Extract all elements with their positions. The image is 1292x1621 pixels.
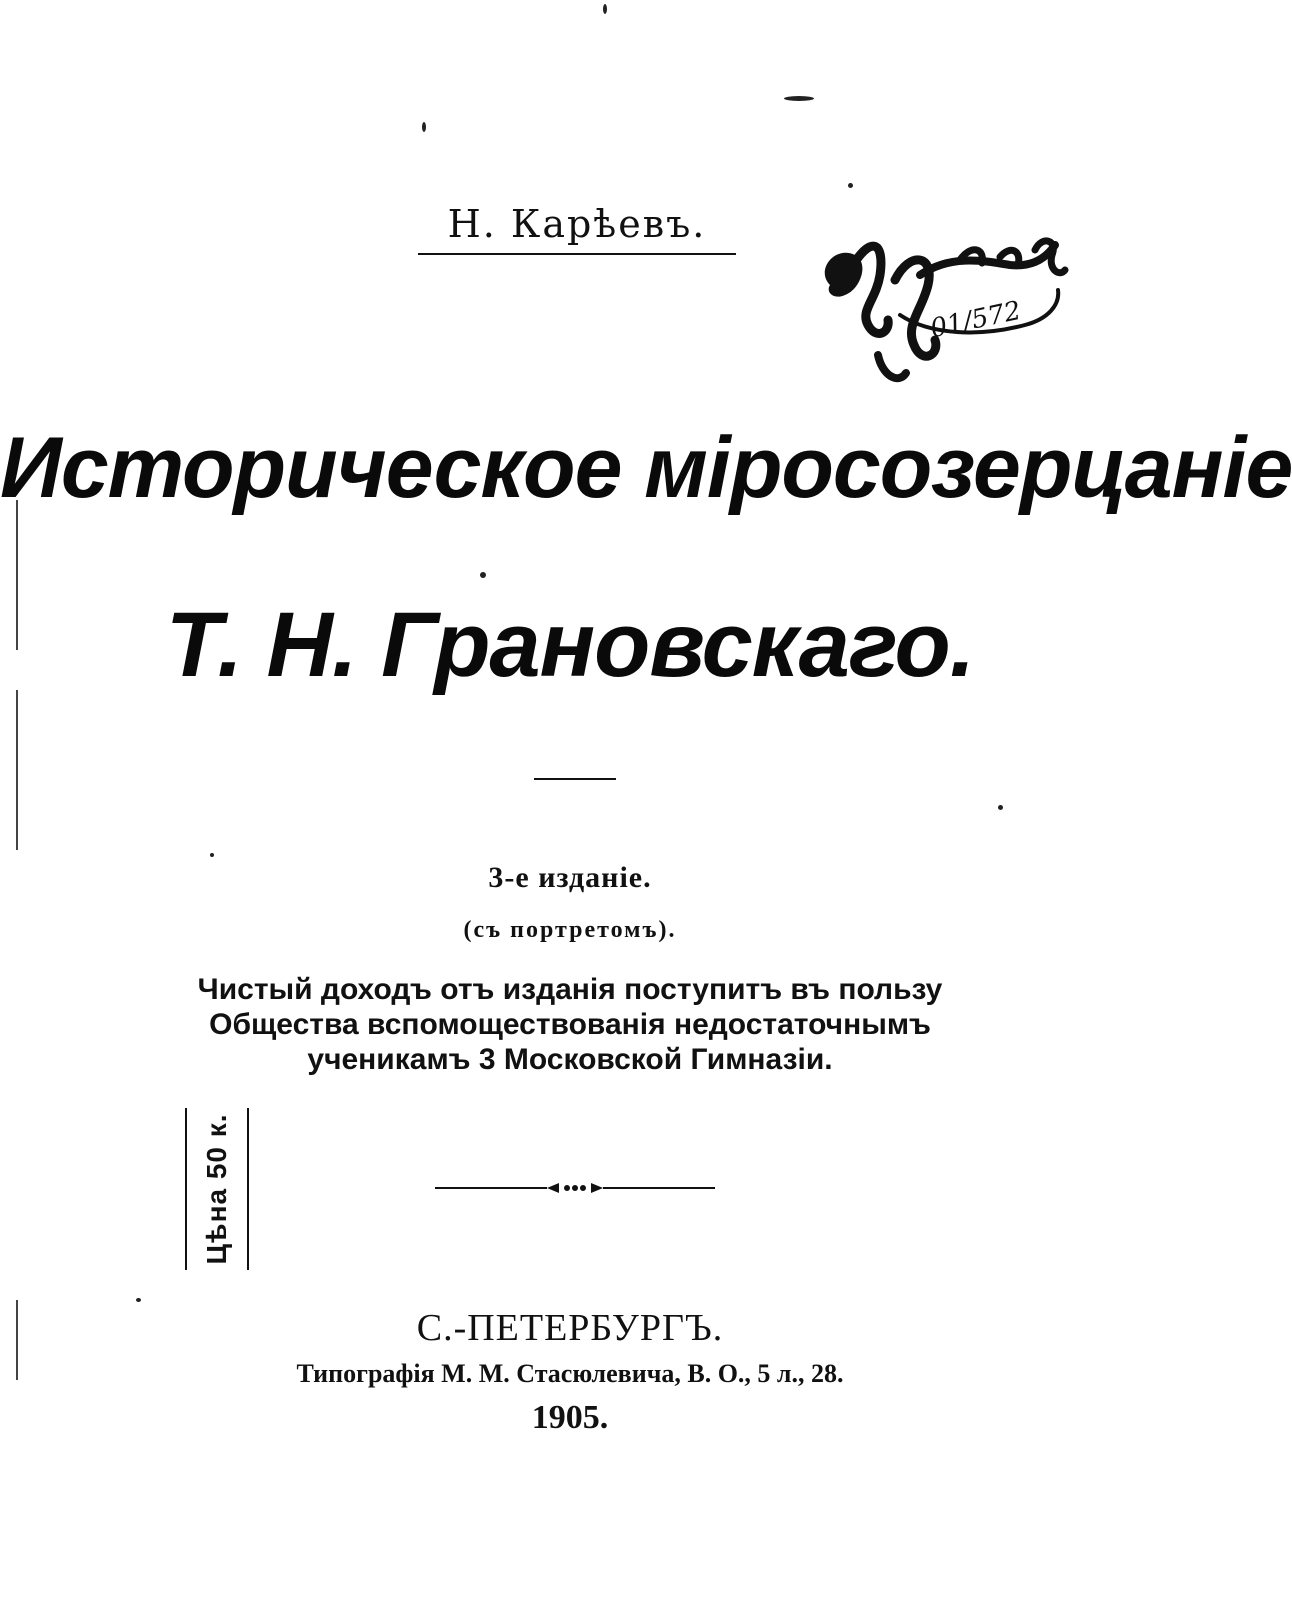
ornamental-rule xyxy=(435,1180,715,1196)
proceeds-note xyxy=(150,972,990,1077)
stamp-number: 01/572 xyxy=(927,295,1024,345)
imprint-year: 1905. xyxy=(531,1399,609,1436)
scan-speck xyxy=(603,4,607,14)
scan-speck xyxy=(136,1298,141,1302)
edition-label: 3-е изданіе. xyxy=(488,861,652,894)
title-line-1: Историческое міросозерцаніе xyxy=(0,420,1292,516)
title-line-2: Т. Н. Грановскаго. xyxy=(165,594,975,696)
margin-scan-line xyxy=(16,690,18,850)
scan-speck xyxy=(998,805,1003,810)
portrait-note: (съ портретомъ). xyxy=(463,917,677,943)
scan-speck xyxy=(210,853,214,857)
library-stamp xyxy=(810,215,1070,390)
scan-speck xyxy=(784,96,814,101)
imprint-city: С.-ПЕТЕРБУРГЪ. xyxy=(416,1307,724,1349)
proceeds-note-line: Чистый доходъ отъ изданія поступитъ въ пользу xyxy=(197,973,943,1006)
scan-speck xyxy=(480,572,486,578)
proceeds-note-line: ученикамъ 3 Московской Гимназіи. xyxy=(307,1043,833,1076)
scan-speck xyxy=(422,122,426,132)
author-name: Н. Карѣевъ. xyxy=(447,202,707,246)
price-label: Цѣна 50 к. xyxy=(201,1113,232,1265)
price-box xyxy=(185,1108,249,1270)
author-underline xyxy=(418,253,736,255)
proceeds-note-line: Общества вспомоществованія недостаточнымъ xyxy=(209,1008,931,1041)
title-separator xyxy=(534,778,616,780)
scan-speck xyxy=(848,183,853,188)
imprint-printer: Типографія М. М. Стасюлевича, В. О., 5 л., 28. xyxy=(296,1359,844,1388)
